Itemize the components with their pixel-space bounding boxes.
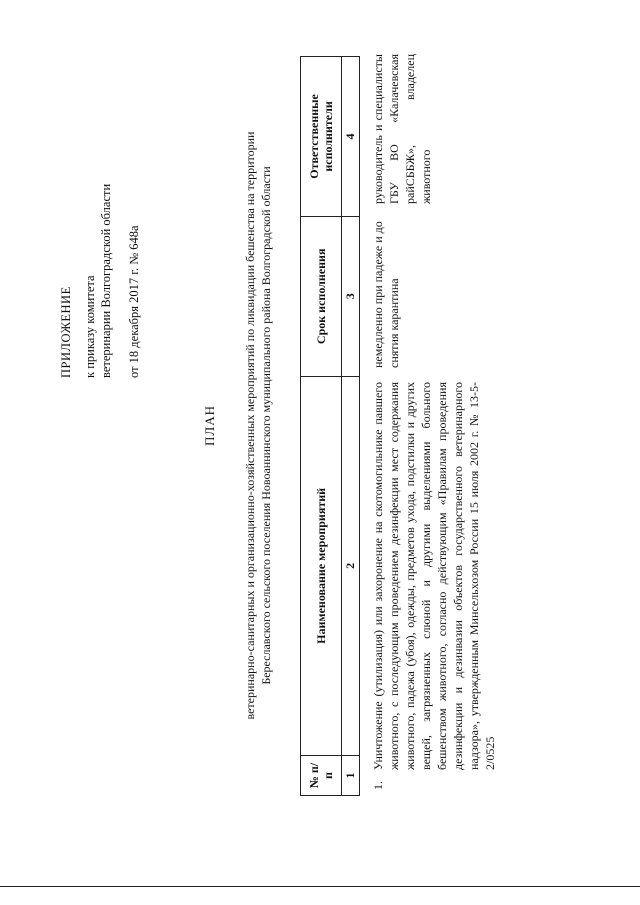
appendix-label: ПРИЛОЖЕНИЕ — [59, 286, 73, 378]
plan-subtitle — [242, 43, 274, 808]
row-activity: Уничтожение (утилизация) или захоронение на скотомогильнике павшего животного, с последующим проведением дезинфекции мест содержания животного, падежа (убоя), одежды, предметов ухода, подстилки и других вещей, загрязненных слюной и другими выделениями больного бешенством животного, согласно действующим «Правилам проведения дезинфекции и дезинвазии объектов государственного ветеринарного надзора», утвержденным Минсельхозом России 15 июля 2002 г. № 13-5-2/0525 — [371, 382, 497, 770]
column-number: 1 — [342, 756, 360, 796]
column-number: 3 — [342, 216, 360, 376]
appendix-header — [58, 184, 142, 378]
column-number-row — [342, 57, 360, 796]
order-date: от 18 декабря 2017 г. № 648а — [127, 225, 141, 378]
row-number: 1. — [371, 781, 385, 790]
subtitle-line-2: Береславского сельского поселения Новоаннинского муниципального района Волгоградской области — [259, 166, 273, 685]
rotated-page — [10, 3, 610, 848]
header-activity: Наименование мероприятий — [301, 376, 342, 755]
header-term: Срок исполнения — [301, 216, 342, 376]
order-line-2: ветеринарии Волгоградской области — [99, 183, 113, 378]
table-header-row — [301, 57, 342, 796]
column-number: 2 — [342, 376, 360, 755]
plan-table — [300, 56, 360, 796]
row-term: немедленно при падеже и до снятия карантина — [371, 221, 401, 368]
plan-title: ПЛАН — [202, 405, 217, 446]
header-executors: Ответственные исполнители — [301, 57, 342, 217]
row-executors: руководитель и специалисты ГБУ ВО «Калачевская райСББЖ», владелец животного — [371, 54, 433, 204]
order-line-1: к приказу комитета — [83, 275, 97, 378]
column-number: 4 — [342, 57, 360, 217]
header-number: № п/п — [301, 756, 342, 796]
subtitle-line-1: ветеринарно-санитарных и организационно-хозяйственных мероприятий по ликвидации бешенства на территории — [243, 131, 257, 720]
page-bottom-rule — [0, 886, 640, 887]
